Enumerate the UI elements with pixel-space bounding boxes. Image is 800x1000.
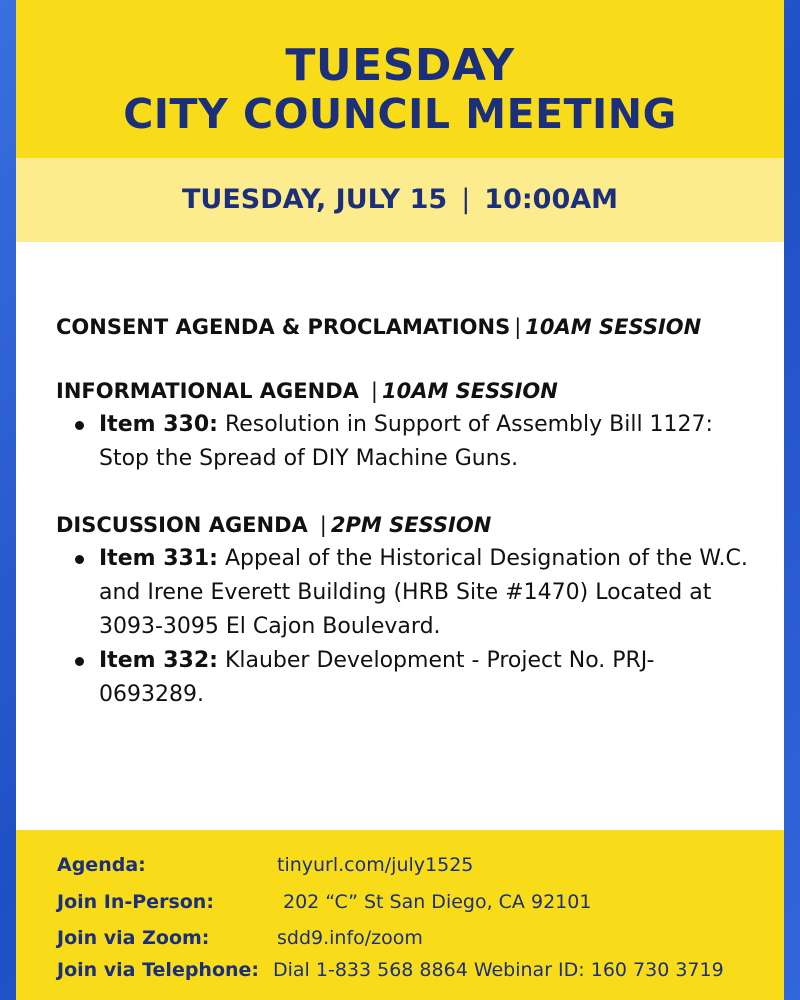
discussion-items (56, 542, 756, 712)
item-text: Resolution in Support of Assembly Bill 1127: Stop the Spread of DIY Machine Guns. (99, 412, 713, 471)
discussion-section (56, 510, 756, 712)
header-title-line2: CITY COUNCIL MEETING (123, 90, 677, 138)
footer-row-zoom (57, 923, 423, 953)
discussion-separator: | (319, 513, 327, 537)
informational-title-text: INFORMATIONAL AGENDA (56, 379, 359, 403)
informational-session: 10AM SESSION (381, 379, 558, 403)
consent-separator: | (514, 315, 522, 339)
telephone-info: Dial 1-833 568 8864 Webinar ID: 160 730 3719 (273, 959, 724, 981)
bullet-icon (75, 421, 84, 430)
footer-row-in-person (57, 887, 592, 917)
telephone-label: Join via Telephone: (57, 959, 260, 981)
zoom-label: Join via Zoom: (57, 927, 210, 949)
in-person-address: 202 “C” St San Diego, CA 92101 (283, 891, 592, 913)
consent-title (56, 312, 756, 342)
informational-separator: | (370, 379, 378, 403)
meeting-date: TUESDAY, JULY 15 (181, 184, 448, 215)
discussion-title (56, 510, 756, 540)
flyer-card (16, 0, 784, 1000)
agenda-link[interactable]: tinyurl.com/july1525 (277, 854, 474, 876)
consent-session: 10AM SESSION (525, 315, 702, 339)
item-text: Klauber Development - Project No. PRJ-0693289. (99, 648, 655, 707)
zoom-link[interactable]: sdd9.info/zoom (277, 927, 423, 949)
bullet-icon (75, 657, 84, 666)
item-label: Item 332: (99, 648, 218, 673)
footer-row-agenda (57, 850, 474, 880)
date-separator: | (461, 184, 471, 215)
informational-section (56, 376, 756, 476)
in-person-label: Join In-Person: (57, 891, 214, 913)
informational-title (56, 376, 756, 406)
list-item (56, 644, 756, 712)
informational-items (56, 408, 756, 476)
discussion-title-text: DISCUSSION AGENDA (56, 513, 308, 537)
meeting-time: 10:00AM (484, 184, 619, 215)
agenda-content (56, 312, 756, 746)
footer-row-telephone (57, 955, 724, 985)
list-item (56, 408, 756, 476)
discussion-session: 2PM SESSION (330, 513, 492, 537)
footer-info (16, 830, 784, 1000)
item-label: Item 330: (99, 412, 218, 437)
date-banner (16, 158, 784, 242)
item-text: Appeal of the Historical Designation of the W.C. and Irene Everett Building (HRB Site #1470) Located at 3093-3095 El Cajon Boulevard. (99, 546, 748, 639)
header-banner (16, 0, 784, 158)
bullet-icon (75, 555, 84, 564)
list-item (56, 542, 756, 644)
agenda-label: Agenda: (57, 854, 146, 876)
header-title-line1: TUESDAY (285, 40, 515, 91)
consent-title-text: CONSENT AGENDA & PROCLAMATIONS (56, 315, 511, 339)
item-label: Item 331: (99, 546, 218, 571)
consent-section (56, 312, 756, 342)
